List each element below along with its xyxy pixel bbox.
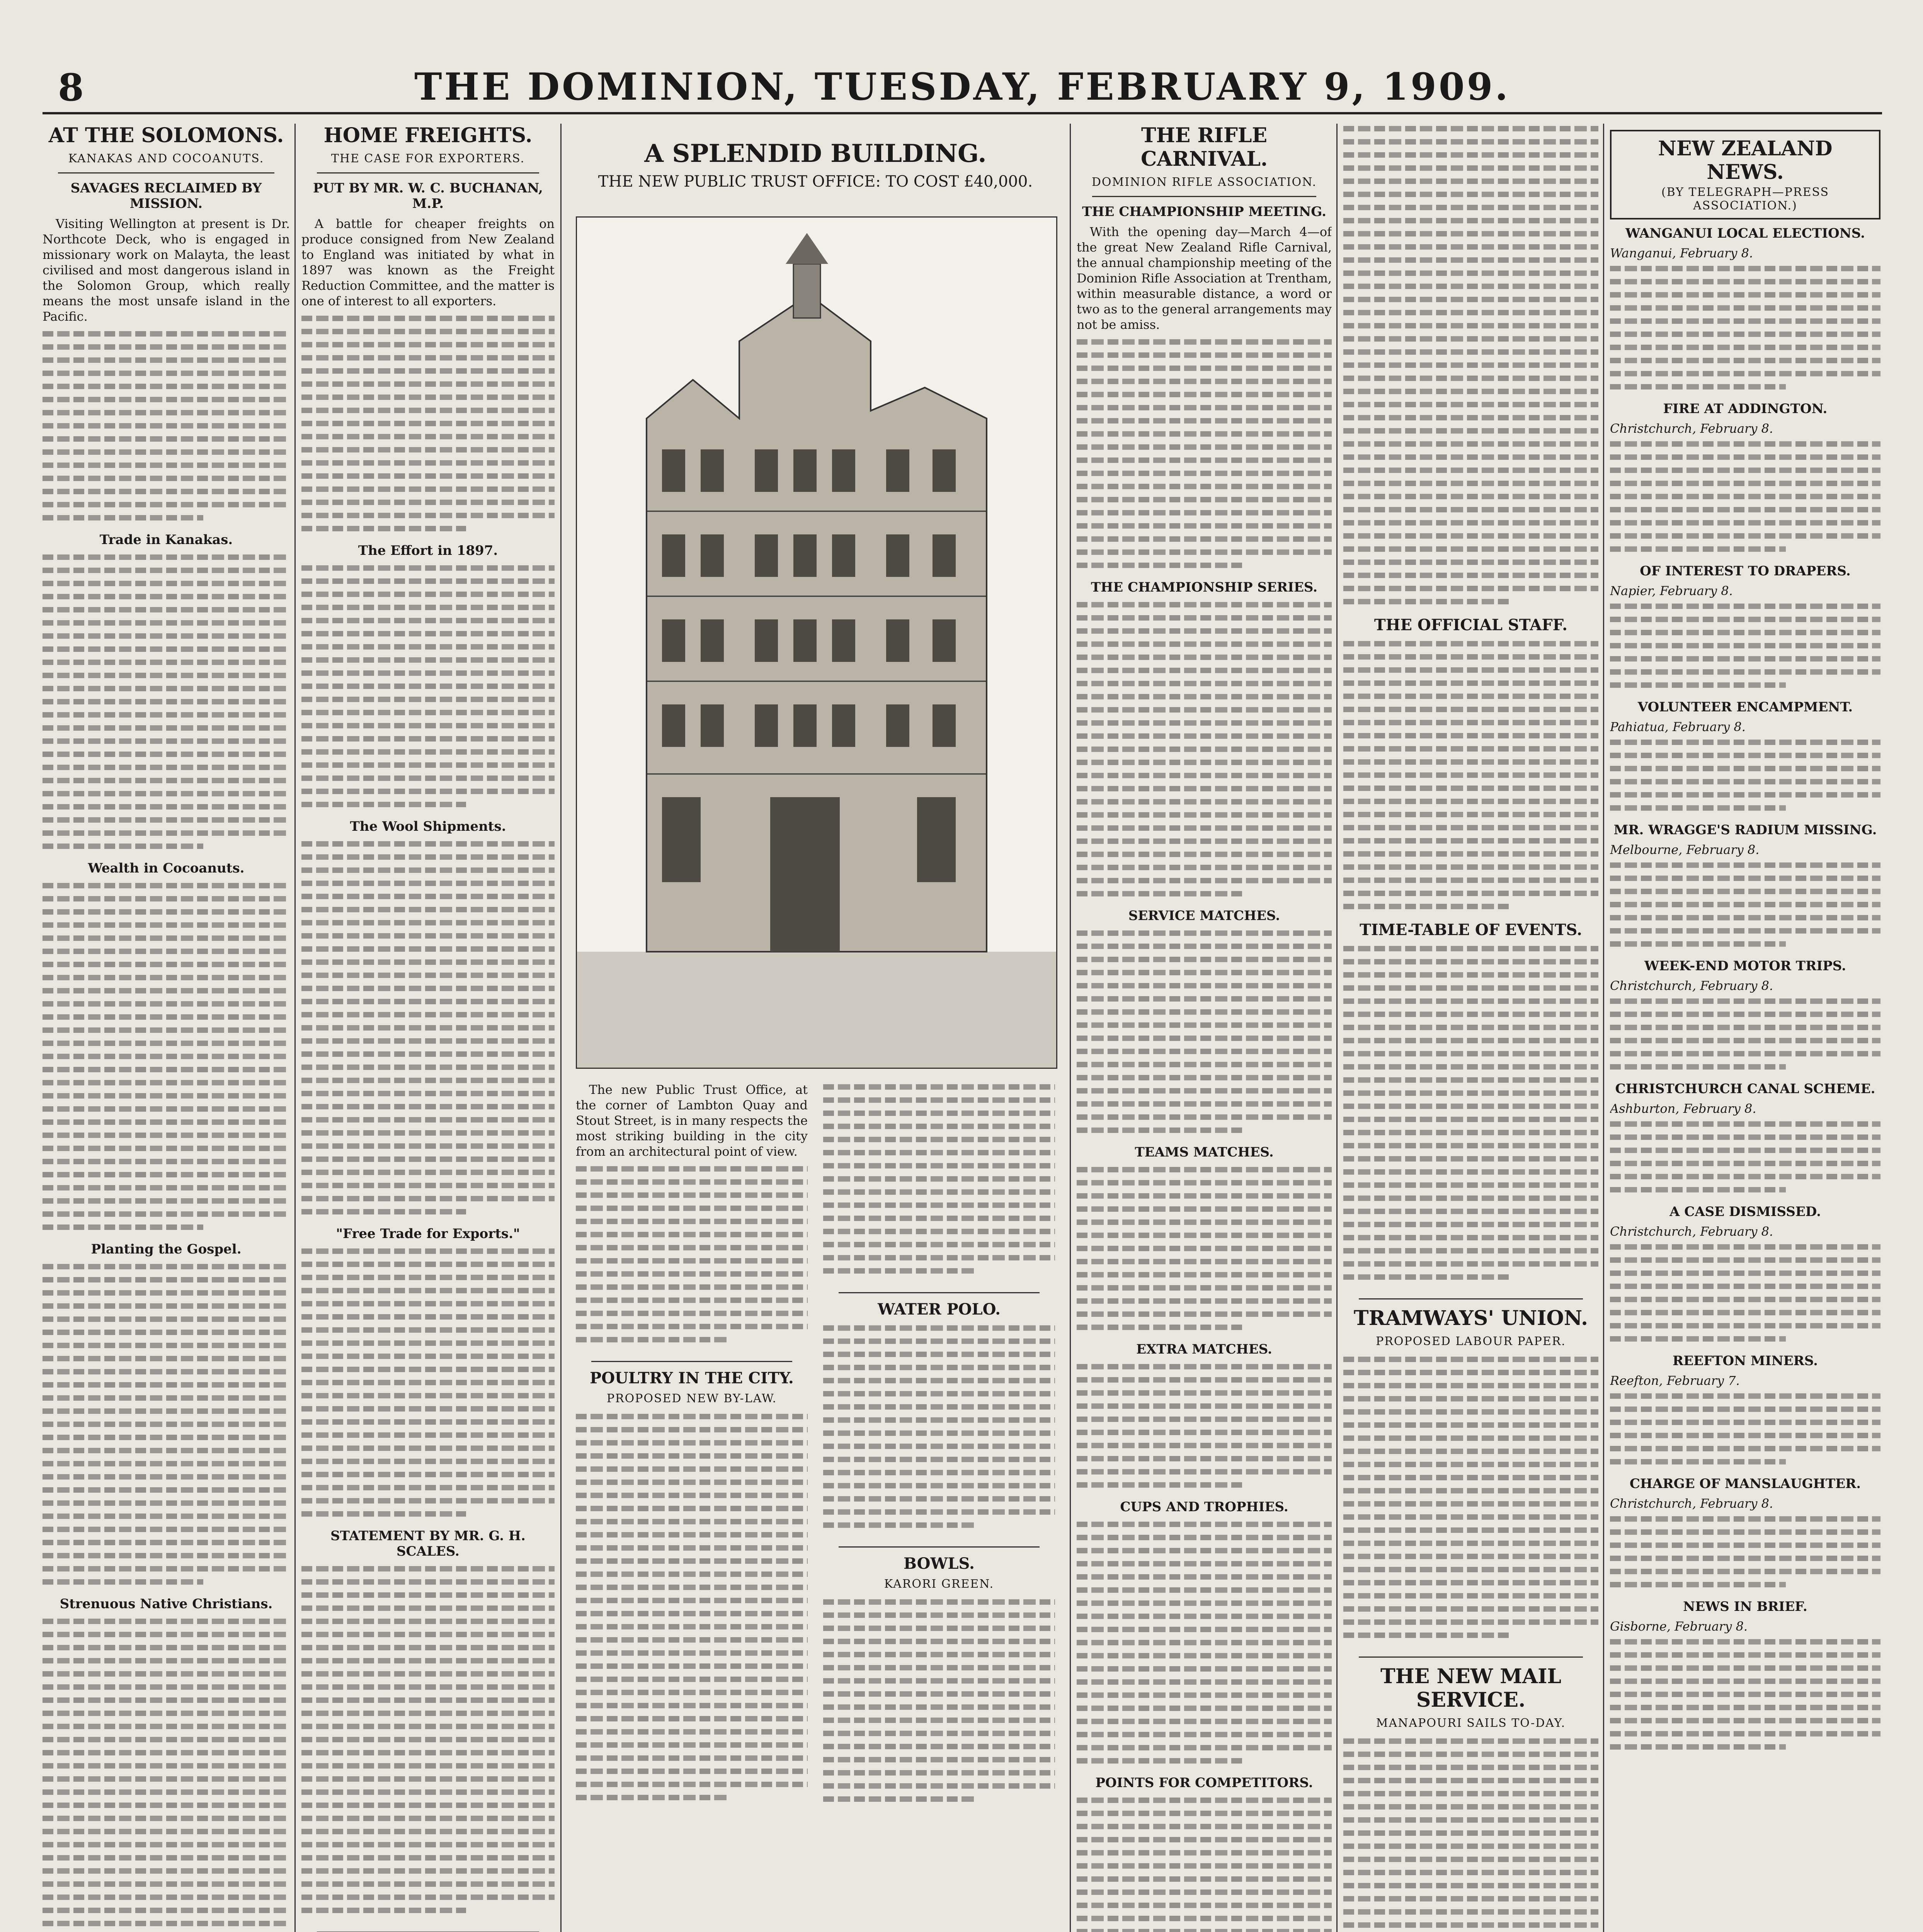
section-heading: Planting the Gospel. bbox=[91, 1242, 242, 1257]
building-engraving bbox=[577, 218, 1056, 1068]
column-rule bbox=[1603, 124, 1604, 1932]
section-heading: NEWS IN BRIEF. bbox=[1683, 1599, 1807, 1614]
column-1 bbox=[43, 124, 290, 1932]
section-heading: THE CHAMPIONSHIP SERIES. bbox=[1091, 580, 1318, 595]
column-6 bbox=[1610, 124, 1880, 1932]
article-subhead: PROPOSED LABOUR PAPER. bbox=[1376, 1335, 1566, 1348]
article-headline: AT THE SOLOMONS. bbox=[48, 124, 284, 147]
section-heading: TIME-TABLE OF EVENTS. bbox=[1360, 921, 1582, 939]
article-paragraph: A battle for cheaper freights on produce consigned from New Zealand to England was initiated by what in 1897 was known as the Freight Reduction Committee, and the matter is one of interest to all exporters. bbox=[301, 216, 555, 308]
dateline: Wanganui, February 8. bbox=[1610, 246, 1753, 260]
dateline: Gisborne, February 8. bbox=[1610, 1619, 1748, 1634]
dateline: Christchurch, February 8. bbox=[1610, 1496, 1773, 1511]
column-rule bbox=[1336, 124, 1338, 1932]
article-headline: WATER POLO. bbox=[877, 1300, 1001, 1318]
section-heading: "Free Trade for Exports." bbox=[336, 1226, 520, 1242]
section-heading: CHARGE OF MANSLAUGHTER. bbox=[1629, 1476, 1861, 1492]
section-heading: THE OFFICIAL STAFF. bbox=[1374, 616, 1568, 634]
article-headline: TRAMWAYS' UNION. bbox=[1353, 1306, 1588, 1330]
news-banner bbox=[1610, 130, 1880, 219]
page-number: 8 bbox=[58, 66, 84, 109]
section-heading: WANGANUI LOCAL ELECTIONS. bbox=[1625, 226, 1865, 241]
section-heading: Strenuous Native Christians. bbox=[60, 1596, 273, 1612]
section-heading: VOLUNTEER ENCAMPMENT. bbox=[1637, 699, 1853, 715]
feature-headline: A SPLENDID BUILDING. bbox=[644, 139, 987, 168]
article-headline: THE NEW MAIL SERVICE. bbox=[1380, 1665, 1562, 1712]
article-subhead: PUT BY MR. W. C. BUCHANAN, M.P. bbox=[313, 180, 543, 211]
building-illustration bbox=[576, 216, 1057, 1069]
feature-subhead: THE NEW PUBLIC TRUST OFFICE: TO COST £40,000. bbox=[598, 173, 1033, 190]
dateline: Ashburton, February 8. bbox=[1610, 1101, 1756, 1116]
dateline: Christchurch, February 8. bbox=[1610, 421, 1773, 436]
section-heading: A CASE DISMISSED. bbox=[1669, 1204, 1821, 1219]
article-subhead: THE CASE FOR EXPORTERS. bbox=[331, 152, 525, 165]
trust-office-article-continued bbox=[823, 1082, 1055, 1813]
section-heading: STATEMENT BY MR. G. H. SCALES. bbox=[330, 1528, 526, 1559]
section-heading: THE CHAMPIONSHIP MEETING. bbox=[1082, 204, 1326, 219]
article-subhead: PROPOSED NEW BY-LAW. bbox=[606, 1392, 777, 1405]
section-heading: FIRE AT ADDINGTON. bbox=[1663, 401, 1828, 417]
masthead bbox=[43, 58, 1882, 114]
article-subhead: KARORI GREEN. bbox=[884, 1577, 994, 1591]
column-2 bbox=[301, 124, 555, 1932]
trust-office-article bbox=[576, 1082, 808, 1812]
section-heading: CUPS AND TROPHIES. bbox=[1120, 1499, 1288, 1515]
page-title: THE DOMINION, TUESDAY, FEBRUARY 9, 1909. bbox=[414, 65, 1510, 109]
article-subhead: MANAPOURI SAILS TO-DAY. bbox=[1376, 1716, 1566, 1730]
dateline: Pahiatua, February 8. bbox=[1610, 719, 1746, 734]
section-heading: Wealth in Cocoanuts. bbox=[88, 861, 245, 876]
section-heading: The Effort in 1897. bbox=[358, 543, 498, 558]
section-heading: TEAMS MATCHES. bbox=[1135, 1145, 1274, 1160]
dateline: Napier, February 8. bbox=[1610, 583, 1733, 598]
article-subhead: SAVAGES RECLAIMED BY MISSION. bbox=[70, 180, 262, 211]
section-heading: REEFTON MINERS. bbox=[1672, 1353, 1818, 1369]
section-heading: The Wool Shipments. bbox=[350, 819, 506, 834]
article-paragraph: Visiting Wellington at present is Dr. Northcote Deck, who is engaged in missionary work on Malayta, the least civilised and most dangerous island in the Solomon Group, which really means the most unsafe island in the Pacific. bbox=[43, 216, 290, 324]
article-subhead: DOMINION RIFLE ASSOCIATION. bbox=[1091, 175, 1317, 189]
article-headline: POULTRY IN THE CITY. bbox=[590, 1369, 794, 1387]
column-4 bbox=[1077, 124, 1332, 1932]
center-feature bbox=[564, 124, 1067, 1932]
article-headline: THE RIFLE CARNIVAL. bbox=[1140, 124, 1268, 171]
column-rule bbox=[1070, 124, 1071, 1932]
section-heading: OF INTEREST TO DRAPERS. bbox=[1640, 563, 1851, 579]
article-headline: NEW ZEALAND NEWS. bbox=[1658, 137, 1833, 184]
section-heading: CHRISTCHURCH CANAL SCHEME. bbox=[1615, 1081, 1875, 1097]
section-heading: Trade in Kanakas. bbox=[99, 532, 233, 548]
section-heading: SERVICE MATCHES. bbox=[1128, 908, 1280, 923]
column-5 bbox=[1343, 124, 1598, 1932]
article-headline: HOME FREIGHTS. bbox=[323, 124, 533, 147]
section-heading: MR. WRAGGE'S RADIUM MISSING. bbox=[1613, 822, 1877, 838]
section-heading: EXTRA MATCHES. bbox=[1136, 1342, 1272, 1357]
dateline: Christchurch, February 8. bbox=[1610, 978, 1773, 993]
column-rule bbox=[294, 124, 296, 1932]
section-heading: WEEK-END MOTOR TRIPS. bbox=[1644, 958, 1846, 974]
column-rule bbox=[560, 124, 562, 1932]
dateline: Reefton, February 7. bbox=[1610, 1373, 1740, 1388]
section-heading: POINTS FOR COMPETITORS. bbox=[1095, 1775, 1313, 1791]
article-paragraph: With the opening day—March 4—of the great New Zealand Rifle Carnival, the annual championship meeting of the Dominion Rifle Association at Trentham, within measurable distance, a word or two as to the general arrangements may not be amiss. bbox=[1077, 224, 1332, 332]
dateline: Melbourne, February 8. bbox=[1610, 842, 1760, 857]
dateline: Christchurch, February 8. bbox=[1610, 1224, 1773, 1239]
telegraph-credit: (BY TELEGRAPH—PRESS ASSOCIATION.) bbox=[1661, 185, 1829, 213]
article-headline: BOWLS. bbox=[904, 1554, 975, 1573]
article-paragraph: The new Public Trust Office, at the corner of Lambton Quay and Stout Street, is in many respects the most striking building in the city from an architectural point of view. bbox=[576, 1082, 808, 1159]
article-subhead: KANAKAS AND COCOANUTS. bbox=[68, 152, 264, 165]
